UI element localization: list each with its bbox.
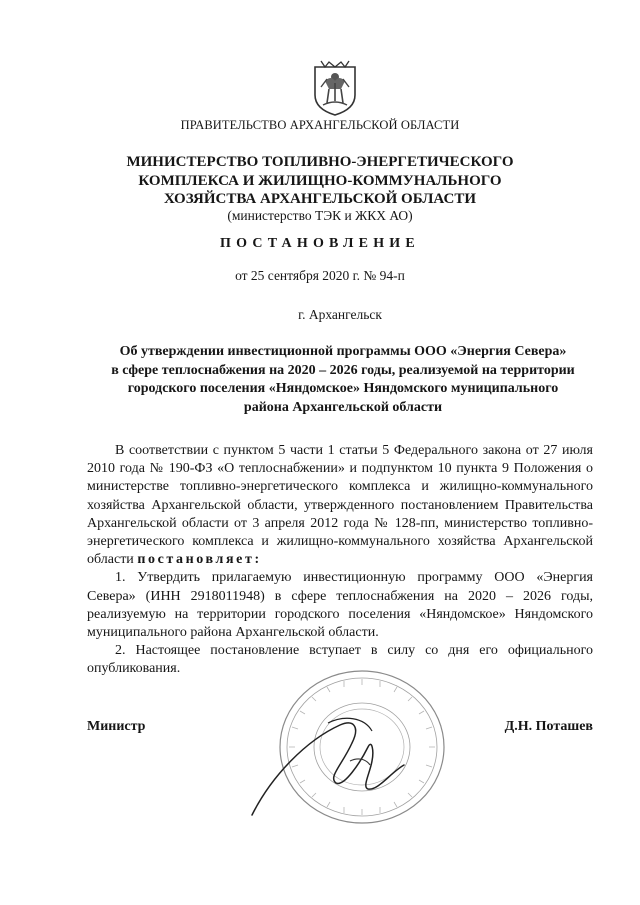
preamble-paragraph [87,442,593,569]
document-type: ПОСТАНОВЛЕНИЕ [220,236,420,251]
government-name: ПРАВИТЕЛЬСТВО АРХАНГЕЛЬСКОЙ ОБЛАСТИ [180,118,460,132]
decree-word: постановляет: [137,552,262,568]
signatory-name: Д.Н. Поташев [504,719,593,734]
ministry-line: ХОЗЯЙСТВА АРХАНГЕЛЬСКОЙ ОБЛАСТИ [163,191,477,207]
subject-line: в сфере теплоснабжения на 2020 – 2026 годы, реализуемой на территории [111,362,575,378]
ministry-name [0,153,640,209]
document-subject [95,343,591,417]
official-seal-icon [232,665,462,835]
item-2-paragraph: 2. Настоящее постановление вступает в силу со дня его официального опубликования. [87,643,593,677]
ministry-short-name: (министерство ТЭК и ЖКХ АО) [227,208,413,223]
signatory-title: Министр [87,719,146,734]
ministry-line: КОМПЛЕКСА И ЖИЛИЩНО-КОММУНАЛЬНОГО [138,172,502,189]
handwritten-signature-icon [252,718,404,815]
subject-line: Об утверждении инвестиционной программы ООО «Энергия Севера» [119,344,567,359]
ministry-line: МИНИСТЕРСТВО ТОПЛИВНО-ЭНЕРГЕТИЧЕСКОГО [126,154,514,170]
document-date-number: от 25 сентября 2020 г. № 94-п [235,268,405,283]
subject-line: района Архангельской области [243,399,443,415]
preamble-text: В соответствии с пунктом 5 части 1 статьи 5 Федерального закона от 27 июля 2010 года № 190-ФЗ «О теплоснабжении» и подпунктом 10 пункта 9 Положения о министерстве топливно-энергетического комплекса и жилищно-коммунального хозяйства Архангельской области, утвержденного постановлением Правительства Архангельской области от 3 апреля 2012 года № 128-пп, министерство топливно-энергетического комплекса и жилищно-коммунального хозяйства Архангельской области [87,443,593,568]
document-body [87,442,593,679]
document-city: г. Архангельск [298,307,382,322]
item-1-paragraph: 1. Утвердить прилагаемую инвестиционную программу ООО «Энергия Севера» (ИНН 2918011948) в сфере теплоснабжения на 2020 – 2026 годы, реализуемую на территории городского поселения «Няндомское» Няндомского муниципального района Архангельской области. [87,570,593,641]
subject-line: городского поселения «Няндомское» Няндомского муниципального [127,381,559,396]
coat-of-arms-icon [311,57,359,117]
